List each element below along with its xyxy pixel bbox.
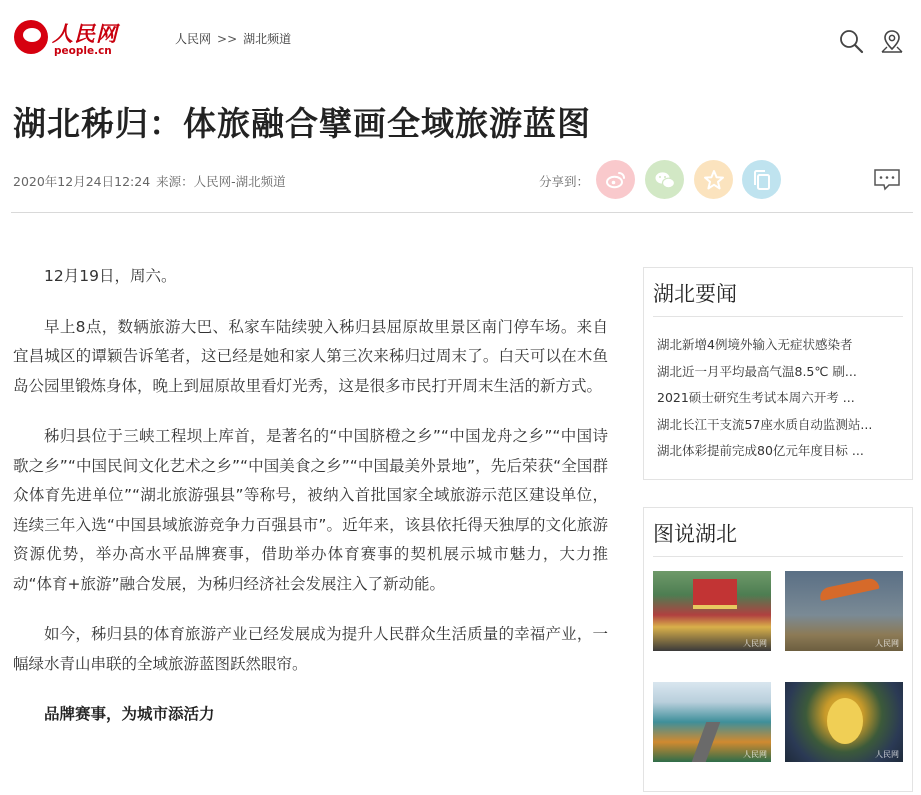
share-copy-button[interactable] [742,160,781,199]
photo-watermark: 人民网 [743,639,767,648]
article-paragraph: 12月19日，周六。 [44,267,177,285]
photo-stage [693,579,737,609]
news-link[interactable]: 湖北近一月平均最高气温8.5℃ 刷... [657,363,857,379]
photo-thumbnail-harvest-crowd[interactable] [785,682,903,762]
article-meta [13,172,286,190]
logo-brand: 人民网 [52,21,118,46]
wechat-icon [653,168,677,192]
copy-icon [750,168,774,192]
article-source[interactable]: 来源：人民网-湖北频道 [156,174,286,189]
photo-harvest [827,698,863,744]
logo-domain: people.cn [54,45,112,57]
breadcrumb-home-link[interactable]: 人民网 [175,32,212,46]
photo-paraglider [818,577,879,601]
location-icon[interactable] [879,28,905,54]
hubei-pictures-title[interactable]: 图说湖北 [653,522,737,546]
hubei-news-list [657,332,872,465]
breadcrumb [175,30,291,47]
photo-watermark: 人民网 [743,750,767,759]
news-link[interactable]: 湖北体彩提前完成80亿元年度目标 ... [657,443,864,458]
news-link[interactable]: 湖北新增4例境外输入无症状感染者 [657,337,853,352]
publish-date: 2020年12月24日12:24 [13,174,151,189]
box-divider [653,316,903,317]
photo-thumbnail-paraglider[interactable] [785,571,903,651]
article-paragraph: 如今，秭归县的体育旅游产业已经发展成为提升人民群众生活质量的幸福产业，一幅绿水青山串联的全域旅游蓝图跃然眼帘。 [13,625,608,673]
photo-road [692,722,721,762]
breadcrumb-channel-link[interactable]: 湖北频道 [243,32,292,46]
hubei-news-title[interactable]: 湖北要闻 [653,282,737,306]
box-divider [653,556,903,557]
people-logo[interactable] [14,20,124,60]
share-qzone-button[interactable] [694,160,733,199]
site-header [0,0,921,75]
share-label: 分享到： [539,174,590,189]
article-body [13,262,608,751]
share-wechat-button[interactable] [645,160,684,199]
article-subheading: 品牌赛事，为城市添活力 [44,705,215,723]
photo-watermark: 人民网 [875,639,899,648]
article-paragraph: 秭归县位于三峡工程坝上库首，是著名的“中国脐橙之乡”“中国龙舟之乡”“中国诗歌之乡”“中国民间文化艺术之乡”“中国美食之乡”“中国最美外景地”，先后荣获“全国群众体育先进单位”“湖北旅游强县”等称号，被纳入首批国家全域旅游示范区建设单位，连续三年入选“中国县域旅游竞争力百强县市”。近年来，该县依托得天独厚的文化旅游资源优势，举办高水平品牌赛事，借助举办体育赛事的契机展示城市魅力，大力推动“体育+旅游”融合发展，为秭归经济社会发展注入了新动能。 [13,427,608,593]
news-link[interactable]: 湖北长江干支流57座水质自动监测站... [657,416,873,432]
photo-watermark: 人民网 [875,750,899,759]
breadcrumb-separator: >> [217,32,238,46]
title-divider [11,212,913,213]
search-icon[interactable] [838,28,864,54]
news-link[interactable]: 2021硕士研究生考试本周六开考 ... [657,390,855,405]
photo-thumbnail-lake-road[interactable] [653,682,771,762]
hubei-news-box [643,267,913,480]
comment-icon[interactable] [873,168,901,192]
share-weibo-button[interactable] [596,160,635,199]
weibo-icon [604,168,628,192]
photo-thumbnail-stage-crowd[interactable] [653,571,771,651]
article-paragraph: 早上8点，数辆旅游大巴、私家车陆续驶入秭归县屈原故里景区南门停车场。来自宜昌城区的谭颖告诉笔者，这已经是她和家人第三次来秭归过周末了。白天可以在木鱼岛公园里锻炼身体，晚上到屈原故里看灯光秀，这是很多市民打开周末生活的新方式。 [13,317,608,395]
logo-mark [14,20,48,54]
article-title: 湖北秭归：体旅融合擘画全域旅游蓝图 [13,104,591,143]
star-icon [702,168,726,192]
hubei-pictures-box [643,507,913,792]
